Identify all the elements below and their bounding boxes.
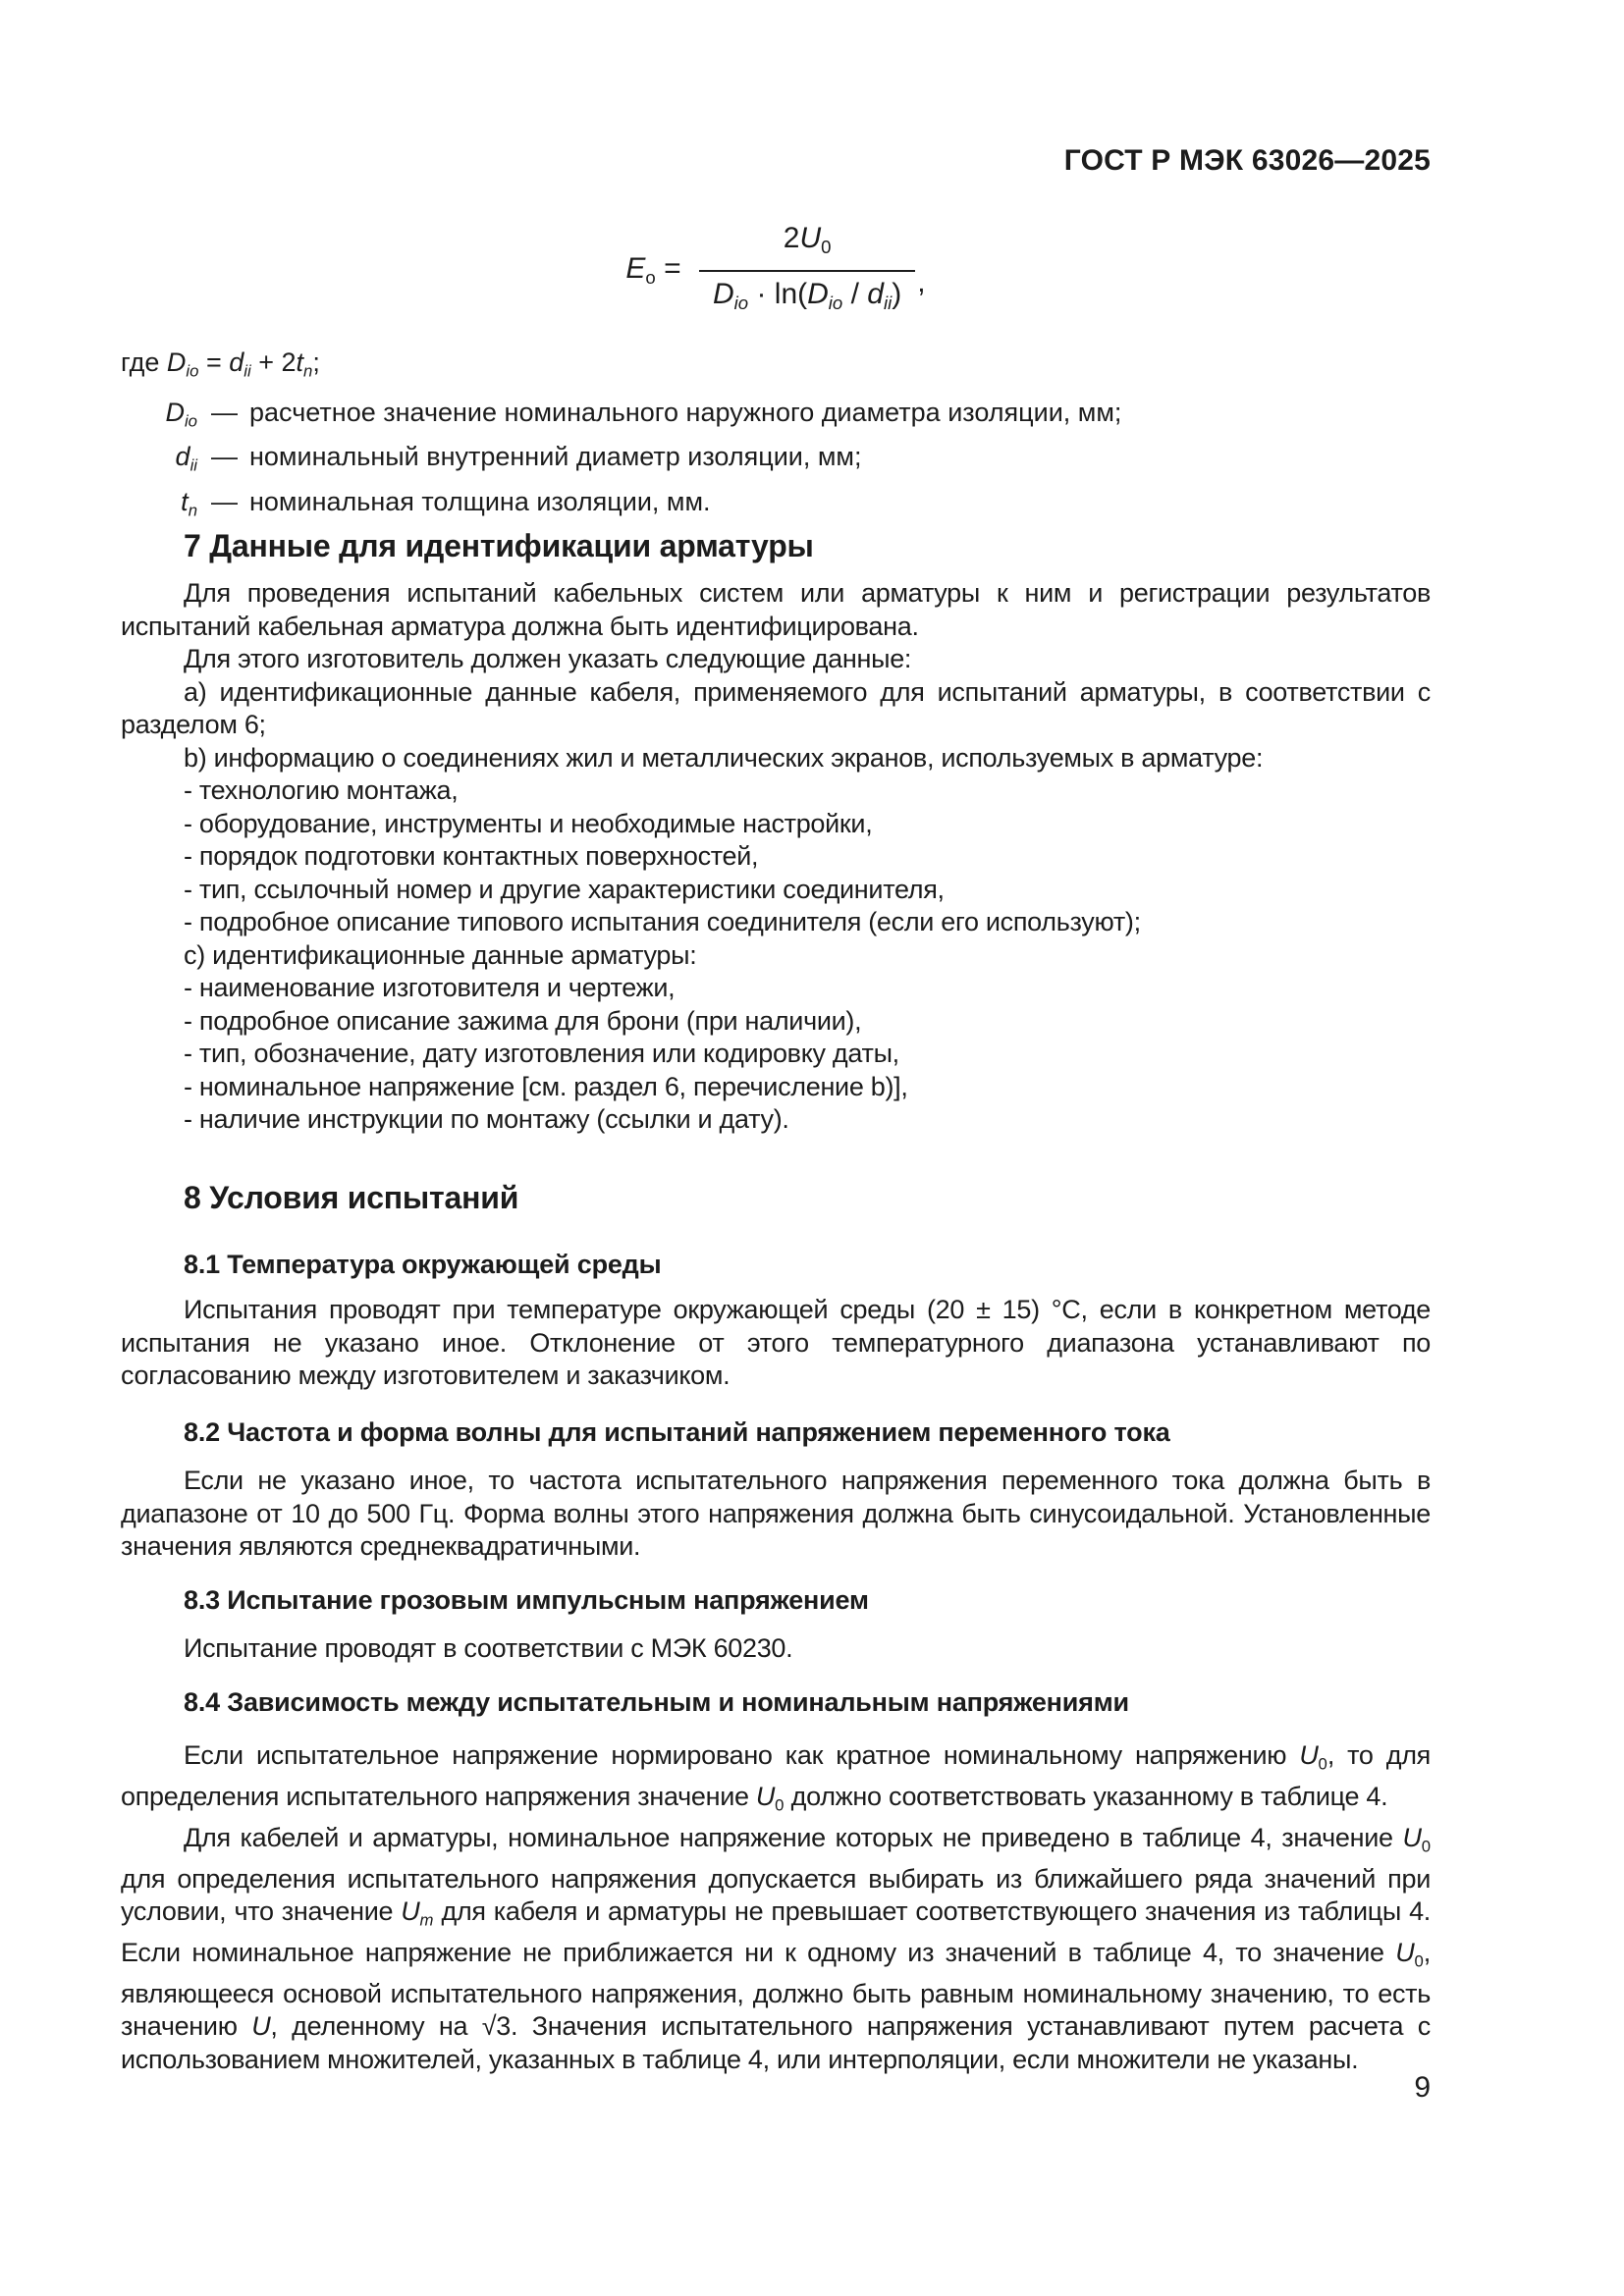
- definition-dash: —: [211, 486, 238, 516]
- formula-trailing-comma: ,: [917, 265, 926, 298]
- definition-row: [121, 484, 1431, 528]
- fraction-numerator: 2U0: [783, 222, 832, 257]
- formula-fraction: [699, 222, 915, 320]
- subsection-8-1-heading: 8.1 Температура окружающей среды: [184, 1250, 662, 1279]
- page-content: [121, 0, 1431, 2296]
- section-7-body: [121, 577, 1431, 1137]
- definition-text: номинальная толщина изоляции, мм.: [249, 486, 711, 516]
- subsection-8-3-heading: 8.3 Испытание грозовым импульсным напряжением: [184, 1585, 869, 1615]
- definition-row: [121, 395, 1431, 439]
- paragraph: Для проведения испытаний кабельных систем или арматуры к ним и регистрации результатов испытаний кабельная арматура должна быть идентифицирована.: [121, 578, 1431, 641]
- paragraph: Если испытательное напряжение нормировано как кратное номинальному напряжению U0, то для определения испытательного напряжения значение U0 должно соответствовать указанному в таблице 4.: [121, 1740, 1431, 1815]
- definition-term: Dio: [165, 398, 197, 431]
- list-item: - тип, ссылочный номер и другие характеристики соединителя,: [184, 874, 945, 904]
- list-item: - номинальное напряжение [см. раздел 6, перечисление b)],: [184, 1071, 908, 1101]
- definition-dash: —: [211, 442, 238, 472]
- paragraph: Если не указано иное, то частота испытательного напряжения переменного тока должна быть в диапазоне от 10 до 500 Гц. Форма волны этого напряжения должна быть синусоидальной. Установленные значения являются среднеквадратичными.: [121, 1466, 1431, 1561]
- subsection-8-3-body: [121, 1632, 1431, 1666]
- definition-term: tn: [181, 486, 197, 520]
- definition-text: расчетное значение номинального наружного диаметра изоляции, мм;: [249, 398, 1122, 427]
- subsection-8-1-body: [121, 1294, 1431, 1393]
- list-item: a) идентификационные данные кабеля, применяемого для испытаний арматуры, в соответствии с разделом 6;: [121, 676, 1431, 739]
- list-item: - подробное описание зажима для брони (при наличии),: [184, 1005, 862, 1036]
- list-item: - тип, обозначение, дату изготовления или кодировку даты,: [184, 1039, 899, 1068]
- list-item: - наименование изготовителя и чертежи,: [184, 973, 676, 1002]
- list-item: - оборудование, инструменты и необходимые настройки,: [184, 808, 873, 838]
- paragraph: Испытание проводят в соответствии с МЭК 60230.: [184, 1633, 793, 1663]
- fraction-denominator: Dio · ln(Dio / dii): [699, 270, 915, 320]
- definition-row: [121, 439, 1431, 483]
- subsection-8-4-body: [121, 1739, 1431, 2076]
- subsection-8-2-body: [121, 1465, 1431, 1564]
- page-number: 9: [1414, 2071, 1431, 2104]
- list-item: c) идентификационные данные арматуры:: [184, 939, 697, 970]
- list-item: - наличие инструкции по монтажу (ссылки и дату).: [184, 1104, 789, 1134]
- list-item: - порядок подготовки контактных поверхностей,: [184, 841, 759, 871]
- paragraph: Для кабелей и арматуры, номинальное напряжение которых не приведено в таблице 4, значение U0 для определения испытательного напряжения допускается выбирать из ближайшего ряда значений при условии, что значение Um для кабеля и арматуры не превышает соответствующего значения из таблицы 4. Если номинальное напряжение не приближается ни к одному из значений в таблице 4, то значение U0, являющееся основой испытательного напряжения, должно быть равным номинальному значению, то есть значению U, деленному на √3. Значения испытательного напряжения устанавливают путем расчета с использованием множителей, указанных в таблице 4, или интерполяции, если множители не указаны.: [121, 1822, 1431, 2074]
- definition-dash: —: [211, 398, 238, 427]
- section-7-heading: 7 Данные для идентификации арматуры: [184, 528, 814, 563]
- definition-term: dii: [175, 442, 197, 475]
- paragraph: Для этого изготовитель должен указать следующие данные:: [184, 644, 912, 673]
- section-8-heading: 8 Условия испытаний: [184, 1180, 519, 1215]
- subsection-8-2-heading: 8.2 Частота и форма волны для испытаний напряжением переменного тока: [184, 1417, 1170, 1447]
- formula-e0: [121, 222, 1431, 320]
- formula-lhs: Eо =: [625, 252, 689, 289]
- definition-text: номинальный внутренний диаметр изоляции, мм;: [249, 442, 862, 472]
- list-item: - подробное описание типового испытания соединителя (если его используют);: [184, 907, 1141, 936]
- running-header: ГОСТ Р МЭК 63026—2025: [1063, 144, 1431, 177]
- list-item: - технологию монтажа,: [184, 775, 459, 805]
- variable-definitions: [121, 395, 1431, 528]
- where-clause: где Dio = dii + 2tn;: [121, 347, 320, 381]
- paragraph: Испытания проводят при температуре окружающей среды (20 ± 15) °С, если в конкретном методе испытания не указано иное. Отклонение от этого температурного диапазона устанавливают по согласованию между изготовителем и заказчиком.: [121, 1295, 1431, 1390]
- subsection-8-4-heading: 8.4 Зависимость между испытательным и номинальным напряжениями: [184, 1687, 1129, 1717]
- list-item: b) информацию о соединениях жил и металлических экранов, используемых в арматуре:: [184, 742, 1264, 773]
